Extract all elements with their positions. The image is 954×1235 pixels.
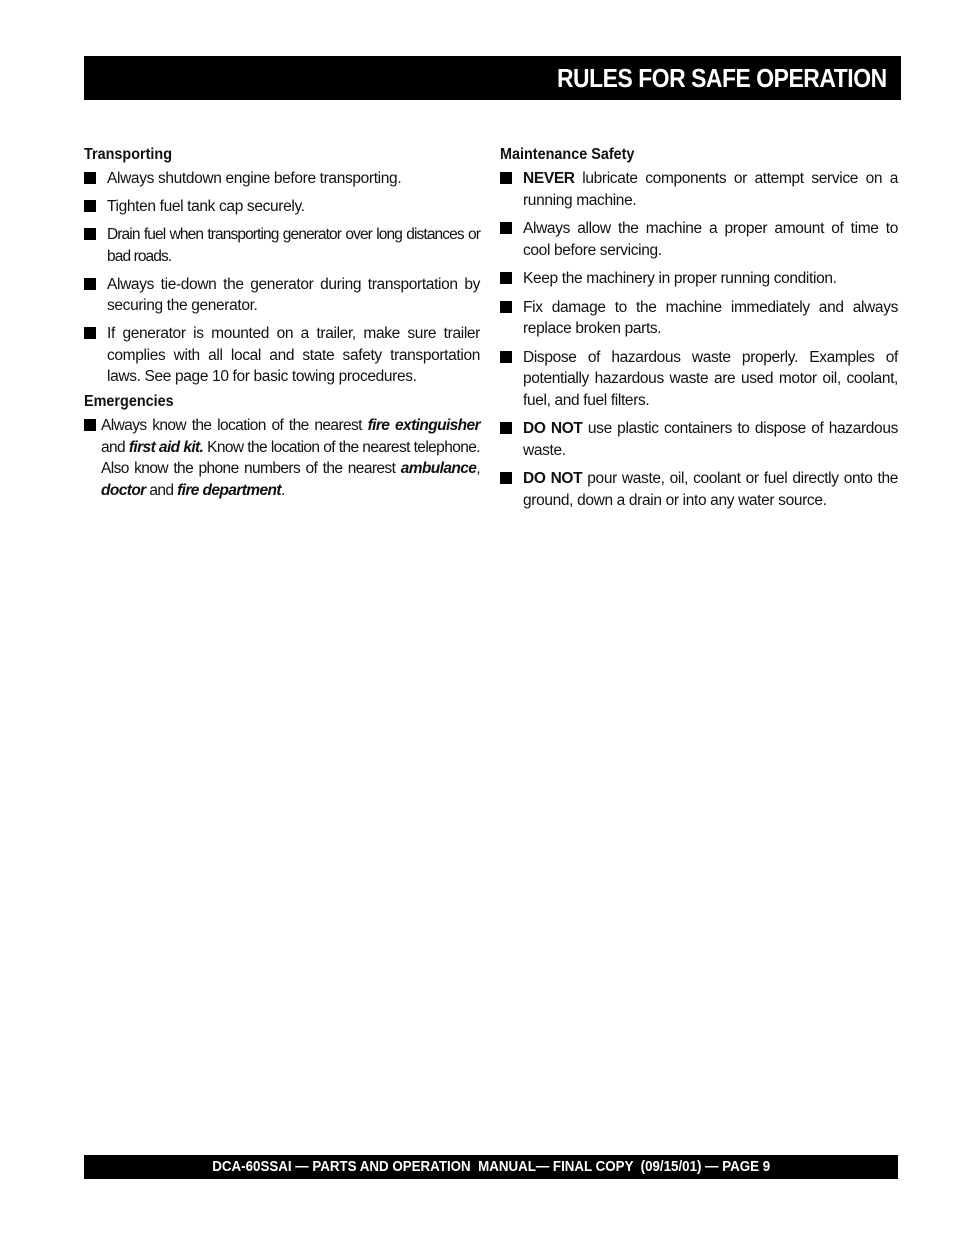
square-bullet-icon xyxy=(500,422,512,434)
square-bullet-icon xyxy=(84,327,96,339)
list-item: Dispose of hazardous waste properly. Examples of potentially hazardous waste are used motor oil, coolant, fuel, and fuel filters. xyxy=(500,347,898,412)
transporting-list xyxy=(84,168,480,388)
maintenance-list xyxy=(500,168,898,511)
list-item: If generator is mounted on a trailer, make sure trailer complies with all local and state safety transportation laws. See page 10 for basic towing procedures. xyxy=(84,323,480,388)
left-column xyxy=(84,145,480,508)
list-item: DO NOT use plastic containers to dispose of hazardous waste. xyxy=(500,418,898,461)
page-title-bar xyxy=(84,56,901,100)
list-item: Drain fuel when transporting generator over long distances or bad roads. xyxy=(84,224,480,267)
list-item: Tighten fuel tank cap securely. xyxy=(84,196,480,218)
square-bullet-icon xyxy=(500,351,512,363)
footer-text: DCA-60SSAI — PARTS AND OPERATION MANUAL— FINAL COPY (09/15/01) — PAGE 9 xyxy=(212,1159,770,1175)
maintenance-heading: Maintenance Safety xyxy=(500,146,635,163)
list-item: Always tie-down the generator during transportation by securing the generator. xyxy=(84,274,480,317)
square-bullet-icon xyxy=(84,172,96,184)
square-bullet-icon xyxy=(500,272,512,284)
list-item: NEVER lubricate components or attempt service on a running machine. xyxy=(500,168,898,211)
transporting-heading: Transporting xyxy=(84,146,173,163)
square-bullet-icon xyxy=(84,200,96,212)
square-bullet-icon xyxy=(500,172,512,184)
page-title: RULES FOR SAFE OPERATION xyxy=(557,62,887,93)
square-bullet-icon xyxy=(500,222,512,234)
square-bullet-icon xyxy=(84,278,96,290)
page-footer xyxy=(84,1155,898,1179)
square-bullet-icon xyxy=(84,419,96,431)
list-item: Always know the location of the nearest fire extinguisher and first aid kit. Know the location of the nearest telephone. Also know the phone numbers of the nearest ambulance, doctor and fire department. xyxy=(84,415,480,501)
right-column xyxy=(500,145,898,518)
list-item: Fix damage to the machine immediately and always replace broken parts. xyxy=(500,297,898,340)
square-bullet-icon xyxy=(84,228,96,240)
emergencies-heading: Emergencies xyxy=(84,393,174,410)
square-bullet-icon xyxy=(500,472,512,484)
list-item: Always allow the machine a proper amount of time to cool before servicing. xyxy=(500,218,898,261)
list-item: DO NOT pour waste, oil, coolant or fuel directly onto the ground, down a drain or into any water source. xyxy=(500,468,898,511)
emergencies-list xyxy=(84,415,480,501)
list-item: Keep the machinery in proper running condition. xyxy=(500,268,898,290)
square-bullet-icon xyxy=(500,301,512,313)
list-item: Always shutdown engine before transporting. xyxy=(84,168,480,190)
